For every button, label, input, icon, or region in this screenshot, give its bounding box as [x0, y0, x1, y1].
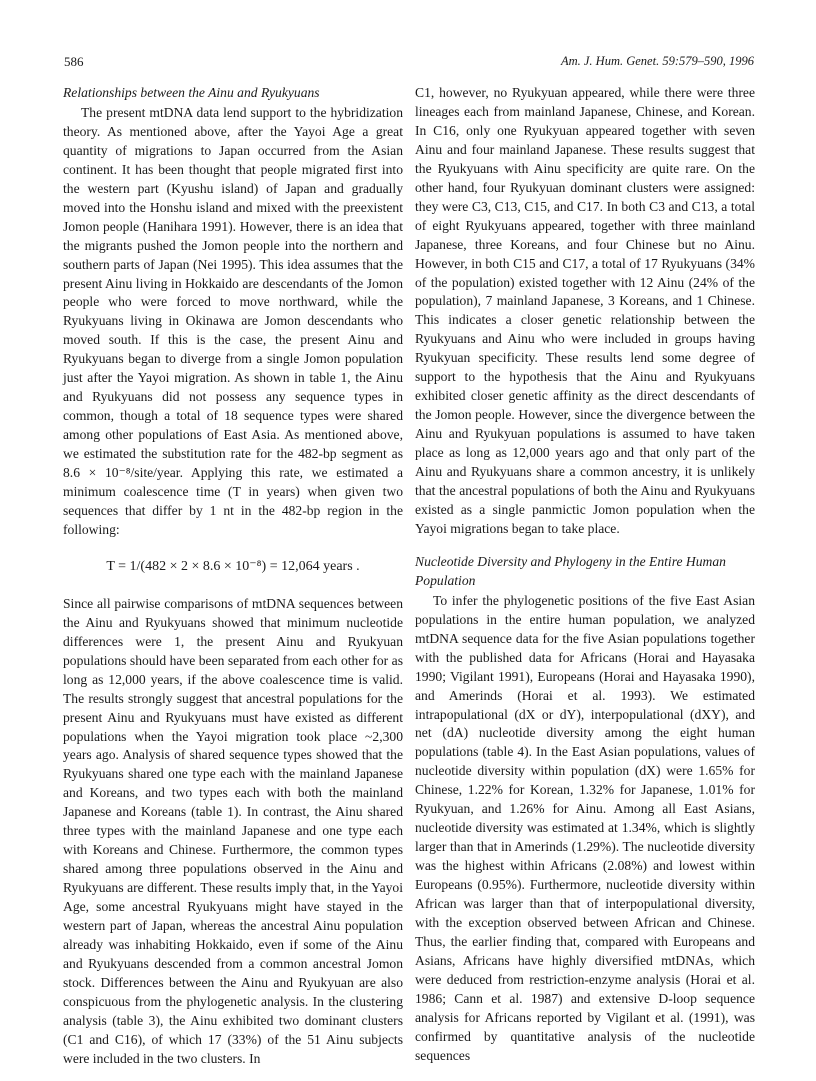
section-heading-ainu-ryukyuans: Relationships between the Ainu and Ryukyuans	[63, 85, 320, 100]
paragraph-clusters-continued: C1, however, no Ryukyuan appeared, while there were three lineages each from mainland Japanese, Chinese, and Korean. In C16, only one Ryukyuan appeared together with seven Ainu and four mainland Japanese. These results suggest that the Ryukyuans with Ainu specificity are quite rare. On the other hand, four Ryukyuan dominant clusters were assigned: they were C3, C13, C15, and C17. In both C3 and C13, a total of eight Ryukyuans appeared, together with three mainland Japanese, three Koreans, and four Chinese but no Ainu. However, in both C15 and C17, a total of 17 Ryukyuans (34% of the population) existed together with 12 Ainu (24% of the population), 7 mainland Japanese, 3 Koreans, and 1 Chinese. This indicates a closer genetic relationship between the Ryukyuans and Ainu who were included in groups having Ryukyuan specificity. These results lend some degree of support to the hypothesis that the Ainu and Ryukyuans exhibited closer genetic affinity as the direct descendants of the Jomon people. However, since the divergence between the Ainu and Ryukyuan populations is assumed to have taken place as long as 12,000 years ago and that only part of the Ainu and Ryukyuans share a common ancestry, it is unlikely that the ancestral populations of both the Ainu and Ryukyuans existed as a single panmictic Jomon population when the Yayoi migrations began to take place.	[415, 85, 755, 536]
section-gap	[415, 539, 755, 553]
paragraph-pairwise-comparisons: Since all pairwise comparisons of mtDNA sequences between the Ainu and Ryukyuans showed that minimum nucleotide differences were 1, the present Ainu and Ryukyuan populations should have been separated from each other for as long as 12,000 years, if the above coalescence time is valid. The results strongly suggest that ancestral populations for the present Ainu and Ryukyuans must have existed as different populations when the Yayoi migration took place ~2,300 years ago. Analysis of shared sequence types showed that the Ryukyuans shared one type each with the mainland Japanese and Koreans, and two types each with both the mainland Japanese and Koreans (table 1). In contrast, the Ainu shared three types with the mainland Japanese and one type each with Koreans and Chinese. Furthermore, the common types shared among three populations observed in the Ainu and Ryukyuans are different. These results imply that, in the Yayoi Age, some ancestral Ryukyuans might have stayed in the western part of Japan, whereas the ancestral Ainu population already was inhabiting Hokkaido, even if some of the Ainu and Ryukyuans descended from a common ancestral Jomon stock. Differences between the Ainu and Ryukyuan are also conspicuous from the phylogenetic analysis. In the clustering analysis (table 3), the Ainu exhibited two dominant clusters (C1 and C16), of which 17 (33%) of the 51 Ainu subjects were included in the two clusters. In	[63, 595, 403, 1066]
left-column	[63, 84, 403, 1069]
section-heading-nucleotide-diversity: Nucleotide Diversity and Phylogeny in the Entire Human Population	[415, 553, 726, 588]
paragraph-nucleotide-diversity: To infer the phylogenetic positions of the five East Asian populations in the entire human population, we analyzed mtDNA sequence data for the five Asian populations together with the published data for Africans (Horai and Hayasaka 1990; Vigilant 1991), Europeans (Horai and Hayasaka 1990), and Amerinds (Horai et al. 1993). We estimated intrapopulational (dX or dY), interpopulational (dXY), and net (dA) nucleotide diversity among the eight human populations (table 4). In the East Asian populations, values of nucleotide diversity within population (dX) were 1.65% for Chinese, 1.22% for Korean, 1.32% for Japanese, 1.01% for Ryukyuan, and 1.26% for Ainu. Among all East Asians, nucleotide diversity was estimated at 1.34%, which is slightly larger than that in Amerinds (1.29%). The nucleotide diversity was the highest within Africans (2.08%) and lowest within Europeans (0.95%). Furthermore, nucleotide diversity within African was larger than that of interpopulational diversity, with the exception observed between African and Chinese. Thus, the earlier finding that, compared with Europeans and Asians, Africans have highly diversified mtDNAs, which were deduced from restriction-enzyme analysis (Horai et al. 1986; Cann et al. 1987) and extensive D-loop sequence analysis for Africans reported by Vigilant et al. (1991), was confirmed by quantitative analysis of the nucleotide sequences	[415, 592, 755, 1063]
page-number: 586	[64, 54, 84, 69]
paragraph-hybridization: The present mtDNA data lend support to the hybridization theory. As mentioned above, after the Yayoi Age a great quantity of migrations to Japan occurred from the Asian continent. It has been thought that people migrated first into the western part (Kyushu island) of Japan and gradually moved into the Honshu island and mixed with the preexistent Jomon people (Hanihara 1991). However, there is an idea that the migrants pushed the Jomon people into the northern and southern parts of Japan (Nei 1995). This idea assumes that the present Ainu living in Hokkaido are descendants of the Jomon people who were forced to move northward, while the Ryukyuans living in Okinawa are Jomon descendants who moved south. If this is the case, the present Ainu and Ryukyuans began to diverge from a single Jomon population just after the Yayoi migration. As shown in table 1, the Ainu and Ryukyuans did not possess any sequence types in common, though a total of 18 sequence types were shared among other populations of East Asia. As mentioned above, we estimated the substitution rate for the 482-bp segment as 8.6 × 10⁻⁸/site/year. Applying this rate, we estimated a minimum coalescence time (T in years) when given two sequences that differ by 1 nt in the 482-bp region in the following:	[63, 104, 403, 537]
journal-reference: Am. J. Hum. Genet. 59:579–590, 1996	[560, 54, 754, 68]
coalescence-equation: T = 1/(482 × 2 × 8.6 × 10⁻⁸) = 12,064 years .	[106, 558, 360, 574]
right-column	[415, 84, 755, 1066]
